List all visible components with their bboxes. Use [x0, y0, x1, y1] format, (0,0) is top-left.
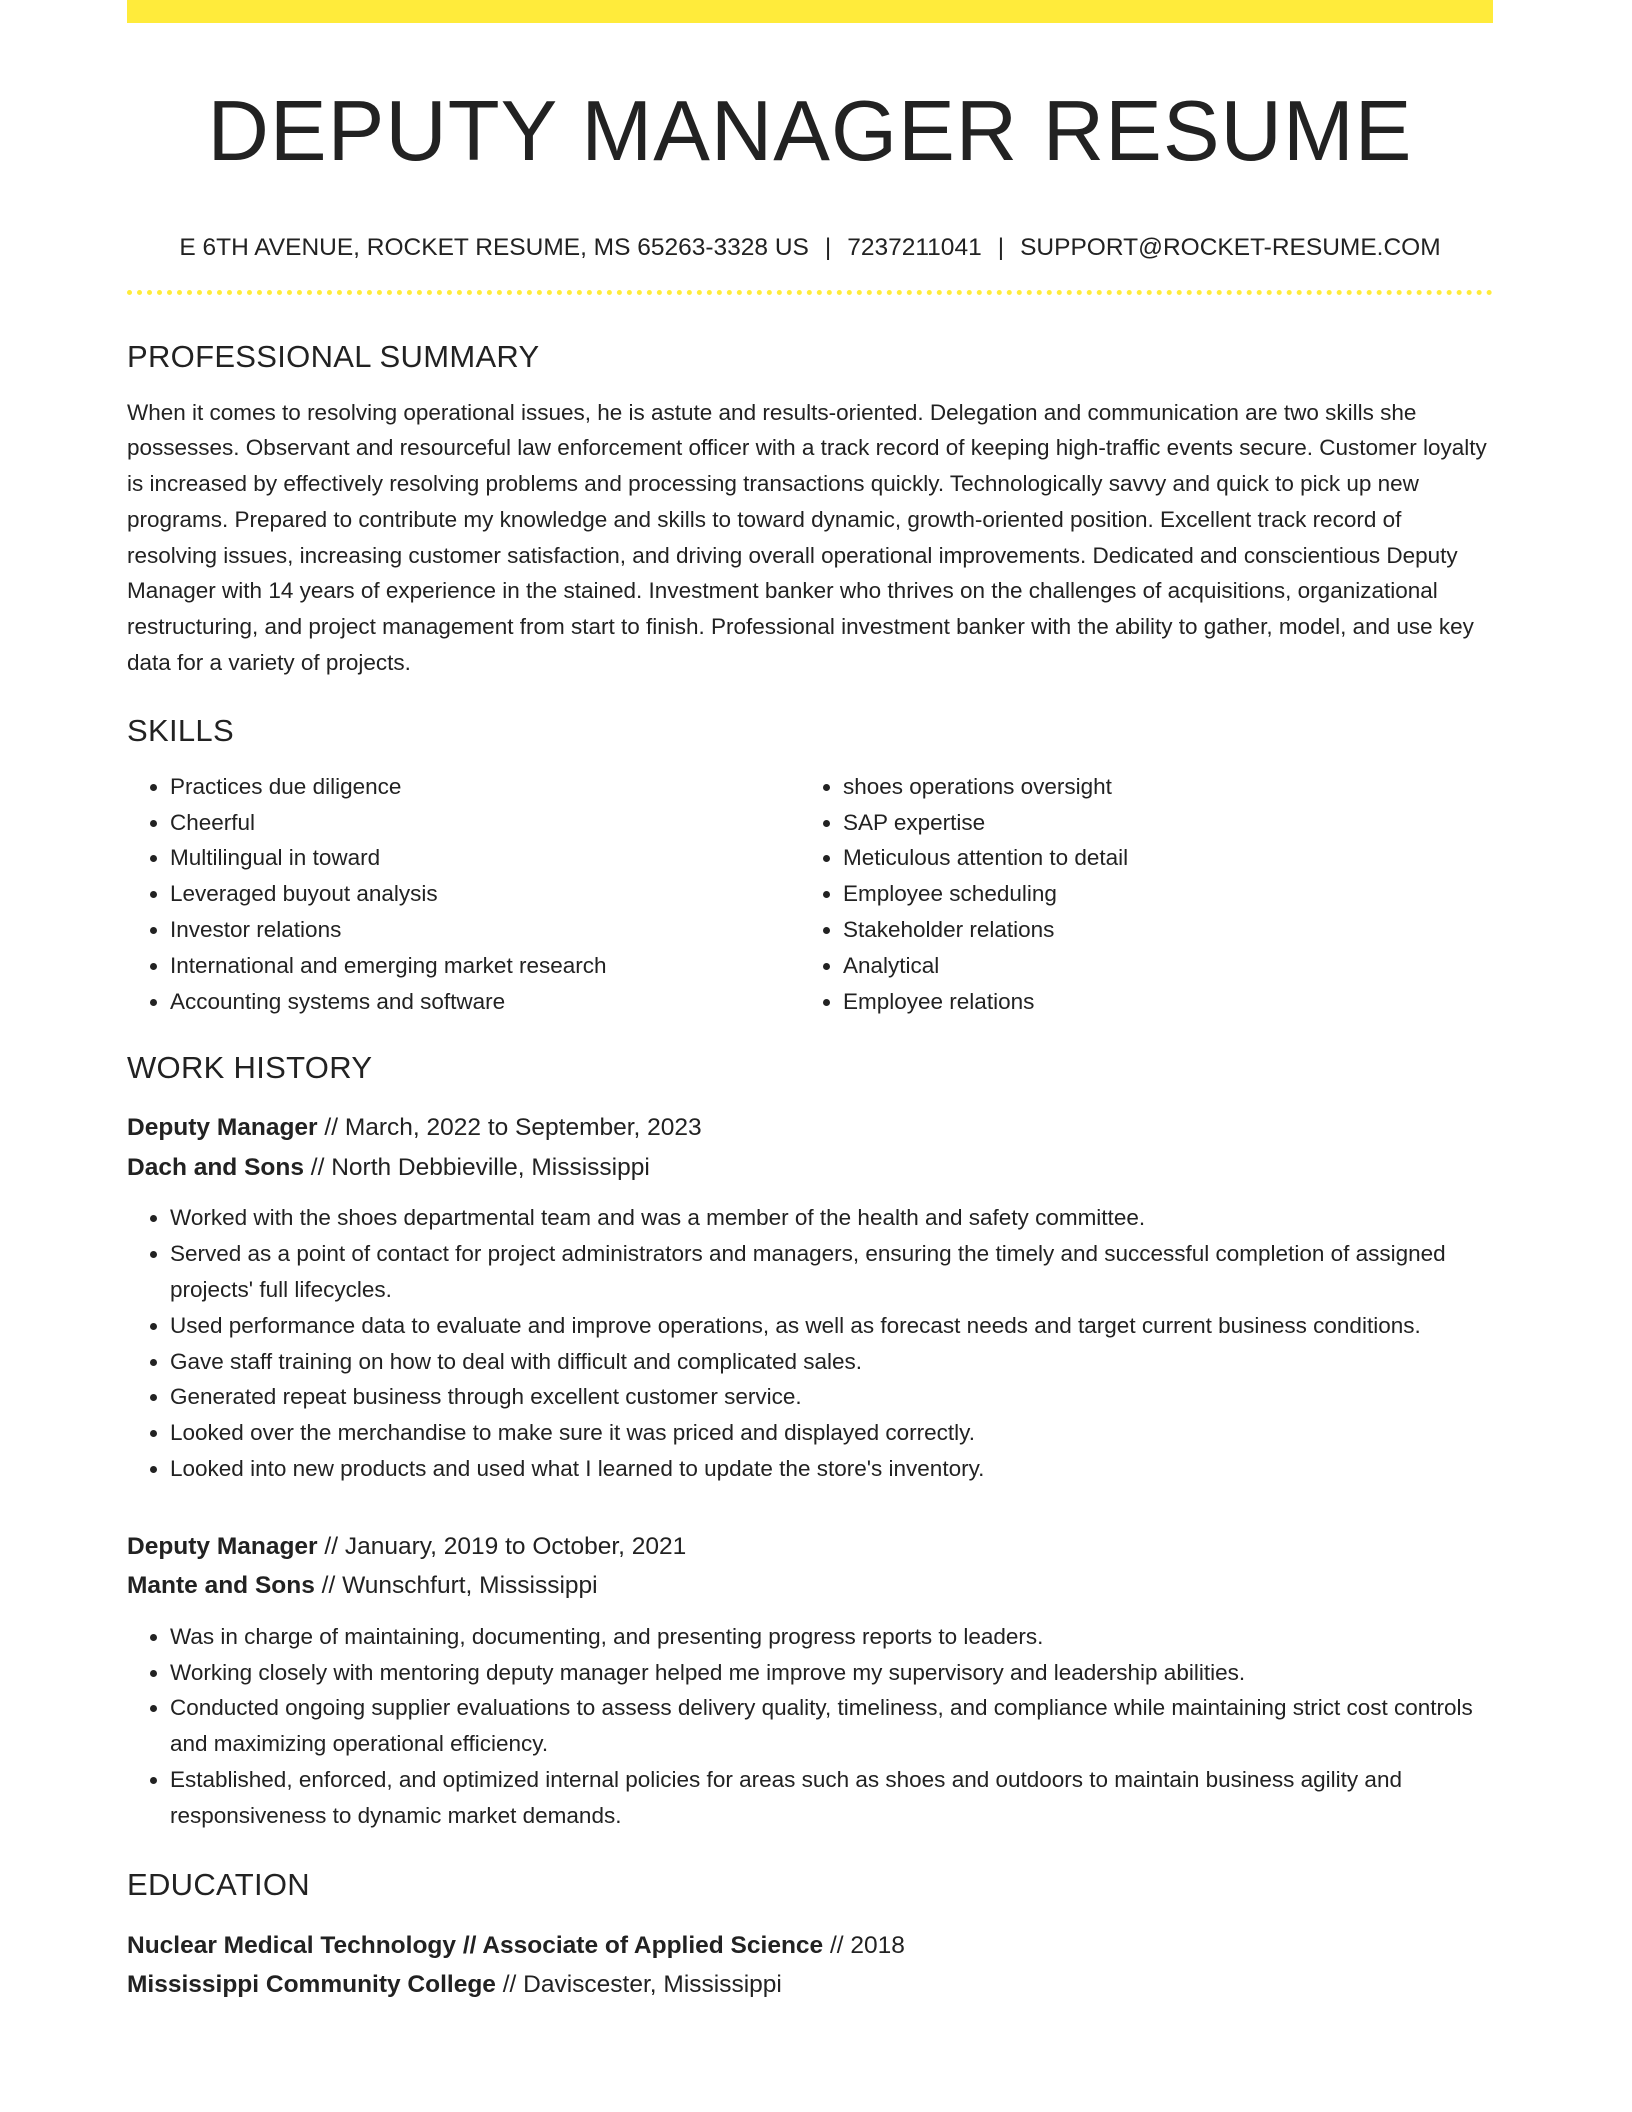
job-company: Mante and Sons — [127, 1572, 315, 1600]
contact-separator: | — [997, 233, 1005, 261]
job-dates: // March, 2022 to September, 2023 — [317, 1114, 702, 1142]
job-bullet: • Conducted ongoing supplier evaluations to assess delivery quality, timeliness, and compliance while maintaining strict cost controls and maximizing operational efficiency. — [170, 1690, 1493, 1762]
contact-phone: 7237211041 — [847, 233, 982, 261]
contact-separator: | — [824, 233, 832, 261]
education-degree-line — [127, 1926, 1493, 1966]
skill-item: • Meticulous attention to detail — [843, 840, 1128, 876]
summary-heading: PROFESSIONAL SUMMARY — [127, 338, 540, 374]
work-history-heading: WORK HISTORY — [127, 1050, 373, 1086]
resume-page — [127, 0, 1493, 2005]
job-company-line — [127, 1566, 1493, 1606]
job-title: Deputy Manager — [127, 1114, 318, 1142]
skill-item: • Stakeholder relations — [843, 912, 1128, 948]
skill-item: • Multilingual in toward — [170, 840, 800, 876]
skill-item: • Employee scheduling — [843, 876, 1128, 912]
top-accent-bar — [127, 0, 1493, 23]
skill-item: • Analytical — [843, 948, 1128, 984]
skill-item: • Investor relations — [170, 912, 800, 948]
skills-list — [127, 769, 1493, 1020]
job-location: // North Debbieville, Mississippi — [303, 1153, 650, 1181]
education-year: // 2018 — [823, 1931, 905, 1959]
job-bullet: • Worked with the shoes departmental team and was a member of the health and safety committee. — [170, 1200, 1493, 1236]
skill-item: • Practices due diligence — [170, 769, 800, 805]
job-bullet: • Gave staff training on how to deal with difficult and complicated sales. — [170, 1344, 1493, 1380]
education-school: Mississippi Community College — [127, 1971, 496, 1999]
job-company: Dach and Sons — [127, 1153, 304, 1181]
job-bullet: • Was in charge of maintaining, documenting, and presenting progress reports to leaders. — [170, 1619, 1493, 1655]
skill-item: • International and emerging market research — [170, 948, 800, 984]
job-title-line — [127, 1527, 1493, 1567]
skill-item: • Accounting systems and software — [170, 984, 800, 1020]
job-entry — [127, 1527, 1493, 1834]
page-title: DEPUTY MANAGER RESUME — [207, 84, 1413, 179]
education-degree: Nuclear Medical Technology // Associate of Applied Science — [127, 1931, 824, 1959]
skill-item: • SAP expertise — [843, 805, 1128, 841]
job-dates: // January, 2019 to October, 2021 — [317, 1532, 687, 1560]
skills-column-left — [127, 769, 800, 1020]
contact-line — [127, 234, 1493, 262]
job-bullet: • Established, enforced, and optimized internal policies for areas such as shoes and outdoors to maintain business agility and responsiveness to dynamic market demands. — [170, 1762, 1493, 1834]
job-title-line — [127, 1108, 1493, 1148]
skill-item: • shoes operations oversight — [843, 769, 1128, 805]
skills-heading: SKILLS — [127, 712, 234, 748]
job-bullets — [127, 1619, 1493, 1834]
skills-column-right — [800, 769, 1128, 1020]
skill-item: • Employee relations — [843, 984, 1128, 1020]
job-title: Deputy Manager — [127, 1532, 318, 1560]
job-bullet: • Working closely with mentoring deputy manager helped me improve my supervisory and leadership abilities. — [170, 1655, 1493, 1691]
job-bullet: • Served as a point of contact for project administrators and managers, ensuring the timely and successful completion of assigned projects' full lifecycles. — [170, 1236, 1493, 1308]
education-entry — [127, 1926, 1493, 2005]
dotted-divider — [127, 290, 1493, 295]
job-bullet: • Generated repeat business through excellent customer service. — [170, 1379, 1493, 1415]
job-bullet: • Used performance data to evaluate and improve operations, as well as forecast needs and target current business conditions. — [170, 1308, 1493, 1344]
contact-address: E 6TH AVENUE, ROCKET RESUME, MS 65263-3328 US — [179, 233, 809, 261]
summary-text: When it comes to resolving operational issues, he is astute and results-oriented. Delegation and communication are two skills she possesses. Observant and resourceful law enforcement officer with a track record of keeping high-traffic events secure. Customer loyalty is increased by effectively resolving problems and processing transactions quickly. Technologically savvy and quick to pick up new programs. Prepared to contribute my knowledge and skills to toward dynamic, growth-oriented position. Excellent track record of resolving issues, increasing customer satisfaction, and driving overall operational improvements. Dedicated and conscientious Deputy Manager with 14 years of experience in the stained. Investment banker who thrives on the challenges of acquisitions, organizational restructuring, and project management from start to finish. Professional investment banker with the ability to gather, model, and use key data for a variety of projects. — [127, 399, 1487, 676]
job-entry — [127, 1108, 1493, 1486]
job-bullets — [127, 1200, 1493, 1486]
education-location: // Daviscester, Mississippi — [495, 1971, 782, 1999]
contact-email: SUPPORT@ROCKET-RESUME.COM — [1020, 233, 1441, 261]
skill-item: • Cheerful — [170, 805, 800, 841]
job-company-line — [127, 1148, 1493, 1188]
job-bullet: • Looked over the merchandise to make sure it was priced and displayed correctly. — [170, 1415, 1493, 1451]
skill-item: • Leveraged buyout analysis — [170, 876, 800, 912]
education-heading: EDUCATION — [127, 1866, 310, 1902]
job-bullet: • Looked into new products and used what I learned to update the store's inventory. — [170, 1451, 1493, 1487]
job-location: // Wunschfurt, Mississippi — [314, 1572, 598, 1600]
education-school-line — [127, 1965, 1493, 2005]
